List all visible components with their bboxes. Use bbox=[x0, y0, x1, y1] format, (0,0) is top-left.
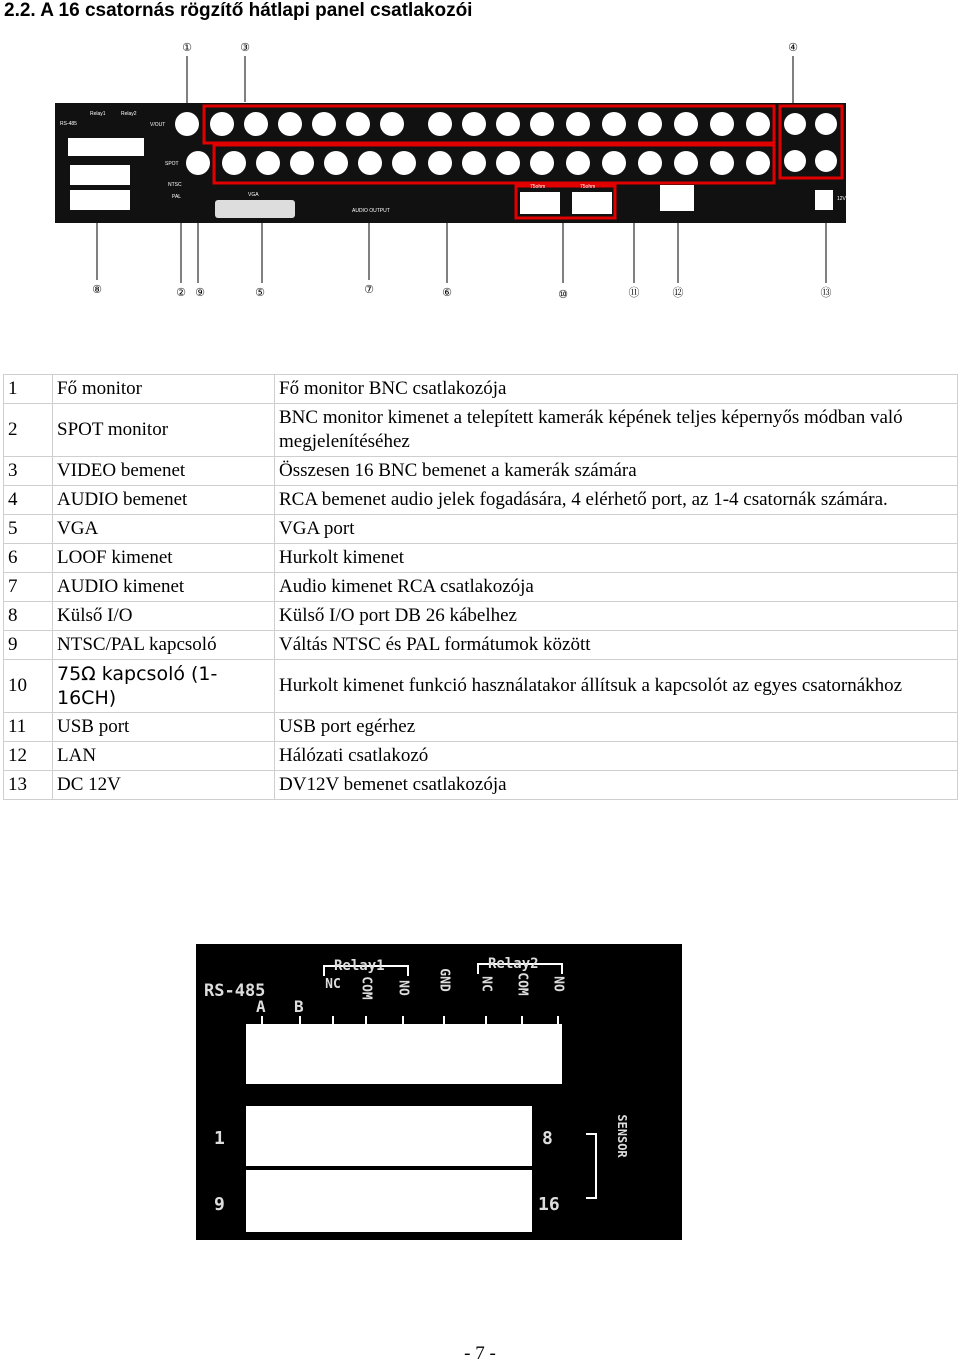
connector-description: Összesen 16 BNC bemenet a kamerák számára bbox=[275, 457, 958, 486]
callout-11: ⑪ bbox=[628, 287, 640, 299]
row-number: 5 bbox=[4, 515, 53, 544]
panel-label-ntsc: NTSC bbox=[168, 182, 182, 188]
connector-name: Külső I/O bbox=[53, 602, 275, 631]
closeup-pin-16: 16 bbox=[538, 1194, 560, 1215]
table-row bbox=[4, 515, 958, 544]
row-number: 11 bbox=[4, 713, 53, 742]
connector-name: Fő monitor bbox=[53, 375, 275, 404]
io-closeup-figure bbox=[196, 944, 682, 1244]
connector-name: VIDEO bemenet bbox=[53, 457, 275, 486]
table-row bbox=[4, 660, 958, 713]
row-number: 2 bbox=[4, 404, 53, 457]
closeup-relay1: Relay1 bbox=[334, 958, 385, 974]
closeup-relay1-no: NO bbox=[395, 980, 411, 996]
closeup-a: A bbox=[256, 997, 266, 1016]
row-number: 9 bbox=[4, 631, 53, 660]
callout-5: ⑤ bbox=[255, 287, 265, 299]
panel-label-12v: 12V bbox=[837, 196, 846, 202]
connector-name: VGA bbox=[53, 515, 275, 544]
connector-description: BNC monitor kimenet a telepített kamerák képének teljes képernyős módban való megjelenítéséhez bbox=[275, 404, 958, 457]
callout-9: ⑨ bbox=[195, 287, 205, 299]
connector-name: NTSC/PAL kapcsoló bbox=[53, 631, 275, 660]
connector-name: LAN bbox=[53, 742, 275, 771]
callout-7: ⑦ bbox=[364, 284, 374, 296]
callout-10: ⑩ bbox=[558, 289, 568, 301]
closeup-sensor: SENSOR bbox=[615, 1114, 629, 1158]
panel-label-vga: VGA bbox=[248, 192, 259, 198]
connector-description: Audio kimenet RCA csatlakozója bbox=[275, 573, 958, 602]
closeup-relay1-nc: NC bbox=[325, 977, 341, 992]
row-number: 8 bbox=[4, 602, 53, 631]
connector-description: RCA bemenet audio jelek fogadására, 4 elérhető port, az 1-4 csatornák számára. bbox=[275, 486, 958, 515]
table-row bbox=[4, 375, 958, 404]
row-number: 1 bbox=[4, 375, 53, 404]
connector-name: SPOT monitor bbox=[53, 404, 275, 457]
closeup-pin-1: 1 bbox=[214, 1128, 225, 1149]
panel-label-audio-output: AUDIO OUTPUT bbox=[352, 208, 390, 214]
table-row bbox=[4, 544, 958, 573]
table-row bbox=[4, 631, 958, 660]
closeup-relay2: Relay2 bbox=[488, 956, 539, 972]
closeup-relay2-no: NO bbox=[550, 976, 566, 992]
panel-label-spot: SPOT bbox=[165, 161, 179, 167]
panel-label-relay2: Relay2 bbox=[121, 111, 137, 117]
connector-name: USB port bbox=[53, 713, 275, 742]
row-number: 10 bbox=[4, 660, 53, 713]
connector-description: Hálózati csatlakozó bbox=[275, 742, 958, 771]
row-number: 4 bbox=[4, 486, 53, 515]
connector-description: Váltás NTSC és PAL formátumok között bbox=[275, 631, 958, 660]
panel-label-75ohm-2: 75ohm bbox=[580, 184, 596, 190]
callout-1: ① bbox=[182, 42, 192, 54]
connector-description: Fő monitor BNC csatlakozója bbox=[275, 375, 958, 404]
panel-label-pal: PAL bbox=[172, 194, 182, 200]
closeup-pin-8: 8 bbox=[542, 1128, 553, 1149]
panel-label-rs485: RS-485 bbox=[60, 121, 77, 127]
connector-name: LOOF kimenet bbox=[53, 544, 275, 573]
table-row bbox=[4, 713, 958, 742]
callout-13: ⑬ bbox=[820, 287, 832, 299]
row-number: 13 bbox=[4, 771, 53, 800]
panel-label-relay1: Relay1 bbox=[90, 111, 106, 117]
connector-description: Hurkolt kimenet bbox=[275, 544, 958, 573]
rear-panel-figure bbox=[0, 30, 960, 320]
callout-2: ② bbox=[176, 287, 186, 299]
closeup-relay2-com: COM bbox=[514, 972, 530, 996]
table-row bbox=[4, 771, 958, 800]
closeup-pin-9: 9 bbox=[214, 1194, 225, 1215]
row-number: 12 bbox=[4, 742, 53, 771]
connector-description: Hurkolt kimenet funkció használatakor állítsuk a kapcsolót az egyes csatornákhoz bbox=[275, 660, 958, 713]
closeup-relay2-nc: NC bbox=[478, 976, 494, 992]
closeup-gnd: GND bbox=[436, 968, 452, 992]
row-number: 6 bbox=[4, 544, 53, 573]
connector-name: DC 12V bbox=[53, 771, 275, 800]
closeup-relay1-com: COM bbox=[358, 976, 374, 1000]
closeup-b: B bbox=[294, 997, 304, 1016]
callout-3: ③ bbox=[240, 42, 250, 54]
table-row bbox=[4, 602, 958, 631]
callout-4: ④ bbox=[788, 42, 798, 54]
connector-table bbox=[3, 374, 958, 800]
row-number: 3 bbox=[4, 457, 53, 486]
connector-description: USB port egérhez bbox=[275, 713, 958, 742]
table-row bbox=[4, 573, 958, 602]
connector-name: 75Ω kapcsoló (1-16CH) bbox=[53, 660, 275, 713]
panel-label-75ohm-1: 75ohm bbox=[530, 184, 546, 190]
callout-12: ⑫ bbox=[672, 287, 684, 299]
table-row bbox=[4, 742, 958, 771]
page-number: - 7 - bbox=[464, 1343, 496, 1364]
connector-description: DV12V bemenet csatlakozója bbox=[275, 771, 958, 800]
table-row bbox=[4, 404, 958, 457]
connector-name: AUDIO kimenet bbox=[53, 573, 275, 602]
connector-description: Külső I/O port DB 26 kábelhez bbox=[275, 602, 958, 631]
callout-6: ⑥ bbox=[442, 287, 452, 299]
panel-label-vout: V/OUT bbox=[150, 122, 166, 128]
row-number: 7 bbox=[4, 573, 53, 602]
table-row bbox=[4, 457, 958, 486]
closeup-rs485: RS-485 bbox=[204, 981, 266, 1001]
callout-8: ⑧ bbox=[92, 284, 102, 296]
section-heading: 2.2. A 16 csatornás rögzítő hátlapi panel csatlakozói bbox=[4, 0, 473, 21]
connector-name: AUDIO bemenet bbox=[53, 486, 275, 515]
table-row bbox=[4, 486, 958, 515]
connector-description: VGA port bbox=[275, 515, 958, 544]
